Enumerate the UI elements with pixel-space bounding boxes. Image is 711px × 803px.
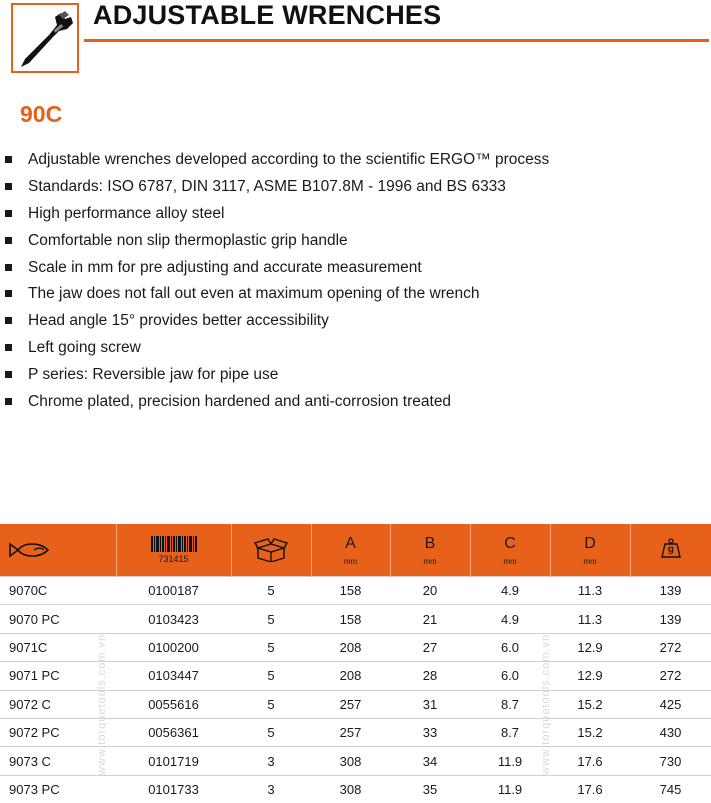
bullet-square-icon xyxy=(5,398,12,405)
cell-qty: 3 xyxy=(231,775,311,803)
feature-list xyxy=(0,150,549,419)
bullet-square-icon xyxy=(5,344,12,351)
feature-item: Adjustable wrenches developed according to the scientific ERGO™ process xyxy=(0,150,549,177)
cell-code: 0103423 xyxy=(116,605,231,633)
header-a: A mm xyxy=(311,524,390,577)
header-c: C mm xyxy=(470,524,550,577)
bullet-square-icon xyxy=(5,237,12,244)
table-header-row xyxy=(0,524,711,577)
logo xyxy=(11,3,79,73)
table-row xyxy=(0,577,711,605)
cell-g: 425 xyxy=(630,690,711,718)
cell-ref: 9071C xyxy=(0,633,116,661)
cell-qty: 5 xyxy=(231,718,311,746)
title-underline xyxy=(84,39,709,42)
cell-ref: 9071 PC xyxy=(0,662,116,690)
cell-a: 257 xyxy=(311,718,390,746)
cell-g: 272 xyxy=(630,633,711,661)
cell-a: 158 xyxy=(311,605,390,633)
cell-c: 8.7 xyxy=(470,690,550,718)
cell-qty: 3 xyxy=(231,747,311,775)
cell-d: 17.6 xyxy=(550,747,630,775)
header-weight xyxy=(630,524,711,577)
header-b: B mm xyxy=(390,524,470,577)
cell-qty: 5 xyxy=(231,633,311,661)
cell-g: 745 xyxy=(630,775,711,803)
cell-g: 730 xyxy=(630,747,711,775)
cell-c: 11.9 xyxy=(470,747,550,775)
cell-b: 28 xyxy=(390,662,470,690)
cell-a: 158 xyxy=(311,577,390,605)
cell-a: 308 xyxy=(311,747,390,775)
cell-d: 12.9 xyxy=(550,633,630,661)
cell-ref: 9070 PC xyxy=(0,605,116,633)
cell-b: 34 xyxy=(390,747,470,775)
cell-ref: 9072 C xyxy=(0,690,116,718)
cell-d: 12.9 xyxy=(550,662,630,690)
feature-item: Comfortable non slip thermoplastic grip handle xyxy=(0,231,549,258)
cell-b: 31 xyxy=(390,690,470,718)
cell-code: 0101719 xyxy=(116,747,231,775)
bullet-square-icon xyxy=(5,156,12,163)
bullet-square-icon xyxy=(5,210,12,217)
barcode-icon xyxy=(151,536,197,552)
adjustable-wrench-icon xyxy=(15,7,77,71)
model-code: 90C xyxy=(20,101,63,127)
cell-qty: 5 xyxy=(231,662,311,690)
bullet-square-icon xyxy=(5,317,12,324)
cell-code: 0101733 xyxy=(116,775,231,803)
cell-ref: 9070C xyxy=(0,577,116,605)
feature-item: Standards: ISO 6787, DIN 3117, ASME B107.8M - 1996 and BS 6333 xyxy=(0,177,549,204)
table-row xyxy=(0,775,711,803)
fish-icon xyxy=(8,540,52,560)
cell-ref: 9073 PC xyxy=(0,775,116,803)
bullet-square-icon xyxy=(5,183,12,190)
cell-d: 11.3 xyxy=(550,577,630,605)
cell-a: 308 xyxy=(311,775,390,803)
cell-c: 11.9 xyxy=(470,775,550,803)
page-title: ADJUSTABLE WRENCHES xyxy=(93,0,442,30)
weight-icon: g xyxy=(661,538,681,558)
cell-code: 0056361 xyxy=(116,718,231,746)
cell-a: 208 xyxy=(311,633,390,661)
cell-qty: 5 xyxy=(231,690,311,718)
cell-c: 6.0 xyxy=(470,633,550,661)
cell-b: 27 xyxy=(390,633,470,661)
header-ref xyxy=(0,524,116,577)
bullet-square-icon xyxy=(5,290,12,297)
cell-g: 430 xyxy=(630,718,711,746)
cell-c: 4.9 xyxy=(470,605,550,633)
feature-item: Scale in mm for pre adjusting and accurate measurement xyxy=(0,258,549,285)
cell-b: 33 xyxy=(390,718,470,746)
cell-g: 139 xyxy=(630,605,711,633)
table-row xyxy=(0,605,711,633)
cell-a: 208 xyxy=(311,662,390,690)
watermark: www.torquetools.com.vn xyxy=(540,633,552,775)
cell-b: 21 xyxy=(390,605,470,633)
cell-g: 139 xyxy=(630,577,711,605)
cell-c: 8.7 xyxy=(470,718,550,746)
cell-qty: 5 xyxy=(231,605,311,633)
barcode-number: 731415 xyxy=(158,554,189,564)
header-barcode xyxy=(116,524,231,577)
cell-c: 6.0 xyxy=(470,662,550,690)
cell-a: 257 xyxy=(311,690,390,718)
bullet-square-icon xyxy=(5,264,12,271)
cell-ref: 9073 C xyxy=(0,747,116,775)
cell-d: 11.3 xyxy=(550,605,630,633)
cell-g: 272 xyxy=(630,662,711,690)
cell-code: 0103447 xyxy=(116,662,231,690)
cell-d: 17.6 xyxy=(550,775,630,803)
feature-item: Left going screw xyxy=(0,338,549,365)
watermark: www.torquetools.com.vn xyxy=(96,633,108,775)
cell-code: 0100200 xyxy=(116,633,231,661)
header-pack xyxy=(231,524,311,577)
bullet-square-icon xyxy=(5,371,12,378)
cell-b: 35 xyxy=(390,775,470,803)
cell-code: 0055616 xyxy=(116,690,231,718)
header-d: D mm xyxy=(550,524,630,577)
package-icon xyxy=(254,538,288,562)
cell-c: 4.9 xyxy=(470,577,550,605)
cell-b: 20 xyxy=(390,577,470,605)
cell-d: 15.2 xyxy=(550,718,630,746)
feature-item: Head angle 15° provides better accessibility xyxy=(0,311,549,338)
feature-item: The jaw does not fall out even at maximum opening of the wrench xyxy=(0,284,549,311)
feature-item: P series: Reversible jaw for pipe use xyxy=(0,365,549,392)
feature-item: High performance alloy steel xyxy=(0,204,549,231)
cell-d: 15.2 xyxy=(550,690,630,718)
feature-item: Chrome plated, precision hardened and anti-corrosion treated xyxy=(0,392,549,419)
cell-ref: 9072 PC xyxy=(0,718,116,746)
cell-qty: 5 xyxy=(231,577,311,605)
cell-code: 0100187 xyxy=(116,577,231,605)
